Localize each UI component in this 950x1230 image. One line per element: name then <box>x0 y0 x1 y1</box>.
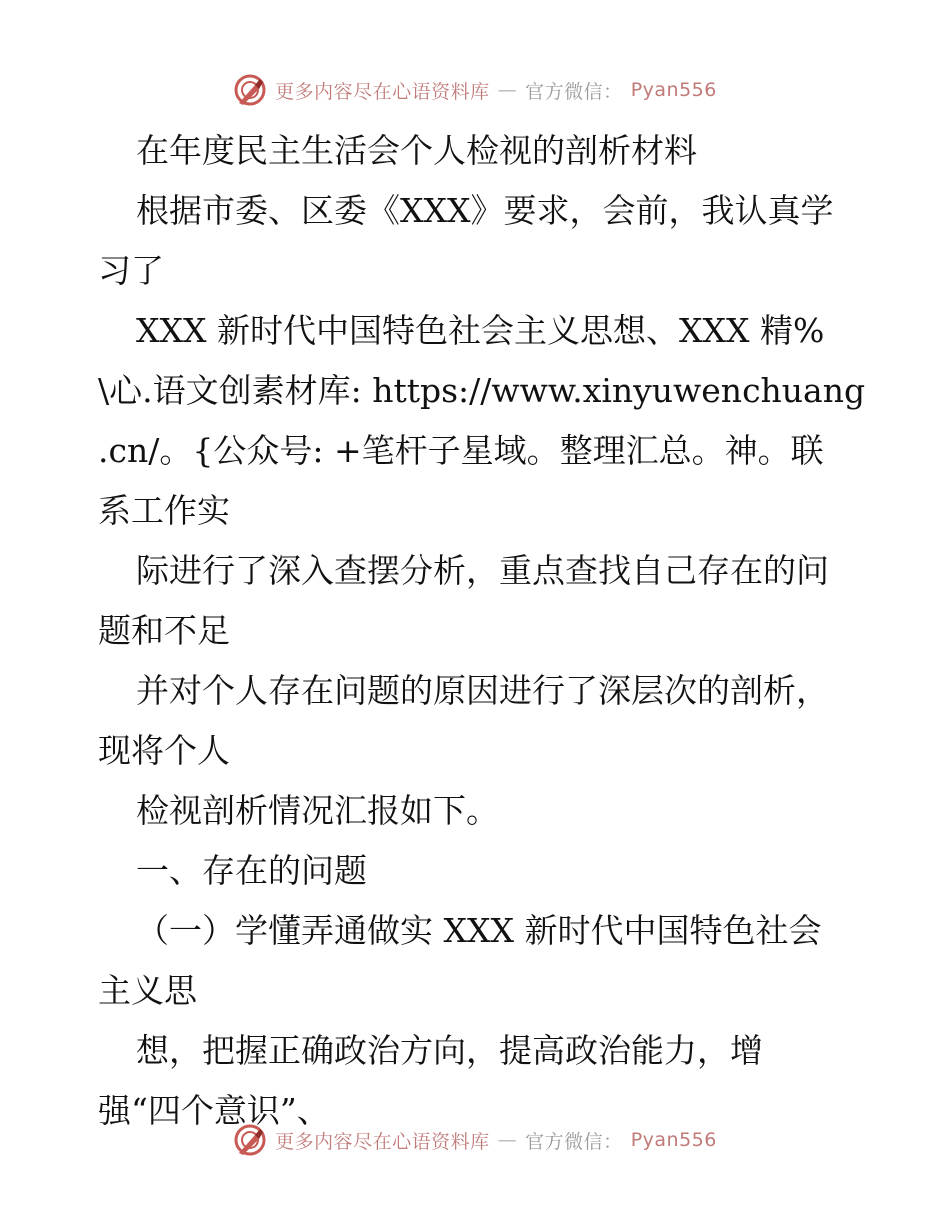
pen-logo-icon <box>233 1123 267 1157</box>
paragraph-line: .cn/。{公众号: +笔杆子星域。整理汇总。神。联 <box>98 431 824 470</box>
paragraph-line: 现将个人 <box>98 731 230 770</box>
paragraph-line: 检视剖析情况汇报如下。 <box>136 791 499 830</box>
paragraph-line: 际进行了深入查摆分析，重点查找自己存在的问 <box>136 551 829 590</box>
document-title: 在年度民主生活会个人检视的剖析材料 <box>136 131 697 170</box>
paragraph-line: 习了 <box>98 251 164 290</box>
document-body <box>98 124 866 1138</box>
footer-watermark <box>0 1120 950 1160</box>
paragraph-line: 并对个人存在问题的原因进行了深层次的剖析， <box>136 671 829 710</box>
watermark-dash: — <box>497 1129 518 1151</box>
watermark-handle: Pyan556 <box>630 1129 717 1151</box>
watermark-dash: — <box>497 79 518 101</box>
paragraph-line: 题和不足 <box>98 611 230 650</box>
paragraph-line: 想，把握正确政治方向，提高政治能力，增 <box>136 1031 763 1070</box>
paragraph-line: 根据市委、区委《XXX》要求，会前，我认真学 <box>136 191 834 230</box>
paragraph-line: 主义思 <box>98 971 197 1010</box>
watermark-text: 更多内容尽在心语资料库 <box>275 80 490 103</box>
subsection-heading: （一）学懂弄通做实 XXX 新时代中国特色社会 <box>136 911 822 950</box>
header-watermark <box>0 70 950 110</box>
pen-logo-icon <box>233 73 267 107</box>
watermark-text: 更多内容尽在心语资料库 <box>275 1130 490 1153</box>
watermark-handle: Pyan556 <box>630 79 717 101</box>
paragraph-line: XXX 新时代中国特色社会主义思想、XXX 精% <box>136 311 825 350</box>
paragraph-line: 强“四个意识”、 <box>98 1091 330 1130</box>
section-heading: 一、存在的问题 <box>136 851 367 890</box>
paragraph-line: \心.语文创素材库: https://www.xinyuwenchuang <box>98 371 866 410</box>
paragraph-line: 系工作实 <box>98 491 230 530</box>
watermark-sub: 官方微信： <box>525 80 623 103</box>
watermark-sub: 官方微信： <box>525 1130 623 1153</box>
